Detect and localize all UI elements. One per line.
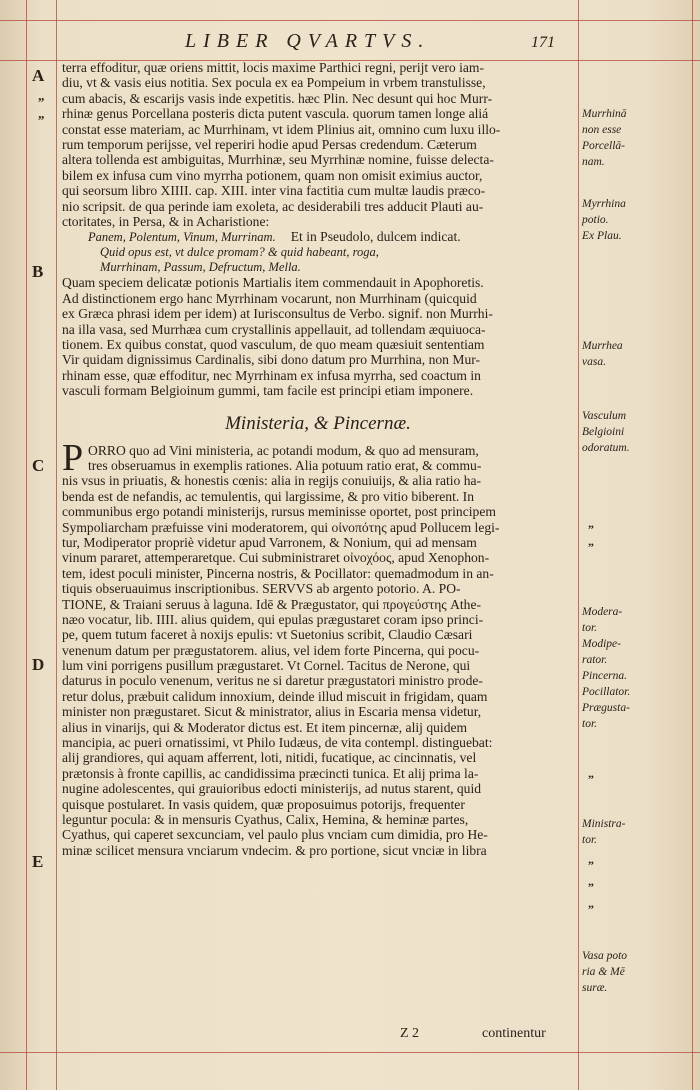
gloss-line: Modipe- bbox=[582, 638, 621, 650]
section-letter-b: B bbox=[32, 262, 44, 281]
margin-rule bbox=[578, 0, 579, 1090]
gloss-line: suræ. bbox=[582, 982, 608, 994]
text-line: minister non prægustaret. Sicut & ministrator, alius in Escaria mensa videtur, bbox=[62, 704, 482, 720]
text-line: pe, quem tutum faceret à noxijs epulis: vt Suetonius scribit, Claudio Cæsari bbox=[62, 627, 473, 643]
margin-quote-mark: „ bbox=[588, 874, 594, 888]
gloss-line: potio. bbox=[582, 214, 609, 226]
text-line: alij grandiores, qui aquam afferrent, loti, nitidi, fucatique, ac cincinnatis, vel bbox=[62, 750, 477, 766]
folio-number: 171 bbox=[531, 34, 555, 51]
margin-quote-mark: „ bbox=[588, 516, 594, 530]
gloss-line: Prægusta- bbox=[582, 702, 630, 714]
verse-line: Quid opus est, vt dulce promam? & quid habeant, roga, bbox=[100, 244, 379, 259]
text-line: tres obseruamus in exemplis rationes. Alia potuum ratio erat, & commu- bbox=[88, 457, 482, 473]
gloss-line: non esse bbox=[582, 124, 622, 136]
drop-capital: P bbox=[62, 436, 84, 479]
text-line: Quam speciem delicatæ potionis Martialis item commendauit in Apophoretis. bbox=[62, 275, 484, 291]
text-line: terra effoditur, quæ oriens mittit, locis maxime Parthici regni, perijt vero iam- bbox=[62, 60, 485, 75]
text-line: communibus ergo potandi ministerijs, rursus meminisse oportet, post principem bbox=[62, 504, 496, 520]
gloss-line: vasa. bbox=[582, 356, 606, 368]
text-line: cum abacis, & escarijs vasis inde expetitis. hæc Plin. Nec desunt qui hoc Murr- bbox=[62, 90, 493, 106]
section-letter-d: D bbox=[32, 655, 45, 674]
first-line-text: ORRO quo ad Vini ministeria, ac potandi modum, & quo ad mensuram, bbox=[88, 442, 479, 458]
gloss-myrrhina bbox=[582, 196, 690, 244]
text-line: ex Græca phrasi idem per idem) at Iurisconsultus de Verbo. signif. non Murrhi- bbox=[62, 306, 493, 322]
gloss-ministrator bbox=[582, 816, 690, 848]
gloss-line: Belgioini bbox=[582, 426, 625, 438]
text-line: daturus in poculo venenum, veritus ne si daretur prægustatori ministro prode- bbox=[62, 673, 483, 689]
gloss-line: odoratum. bbox=[582, 442, 630, 454]
gloss-line: Ministra- bbox=[582, 818, 626, 830]
gloss-line: Murrhea bbox=[582, 340, 623, 352]
gloss-line: Vasculum bbox=[582, 410, 627, 422]
text-line: na illa vasa, sed Murrhæa cum crystallinis appellauit, ad tollendam æquiuoca- bbox=[62, 321, 486, 337]
gloss-line: nam. bbox=[582, 156, 605, 168]
marginalia bbox=[582, 0, 692, 1090]
text-line: venenum datum per prægustatorem. alius, vel idem forte Pincerna, qui pocu- bbox=[62, 642, 480, 658]
right-outer-rule bbox=[692, 0, 693, 1090]
text-line: tem, idest poculi minister, Pincerna nostris, & Pocillator: quemadmodum in an- bbox=[62, 565, 494, 581]
text-line: diu, vt & vasis eius notitia. Sex pocula ex ea Pompeium in vrbem transtulisse, bbox=[62, 75, 486, 91]
text-line: vinum pararet, attemperaretque. Cui subministraret οἰνοχόος, apud Xenophon- bbox=[62, 550, 490, 566]
quote-mark: „ bbox=[38, 106, 45, 121]
text-line: leguntur pocula: & in mensuris Cyathus, Calix, Hemina, & heminæ partes, bbox=[62, 811, 469, 827]
gloss-murrhina bbox=[582, 106, 690, 170]
gloss-line: Porcellā- bbox=[582, 140, 626, 152]
text-line: ctoritates, in Persa, & in Acharistione: bbox=[62, 213, 270, 229]
gloss-line: Vasa poto bbox=[582, 950, 628, 962]
gloss-murrhea bbox=[582, 338, 690, 370]
section-letter-a: A bbox=[32, 66, 45, 85]
text-line: Vir quidam dignissimus Cardinalis, sibi dono datum pro Murrhina, non Mur- bbox=[62, 352, 481, 368]
text-line: minæ scilicet mensura vnciarum vndecim. & pro portione, sicut vnciæ in libra bbox=[62, 842, 487, 858]
text-line: TIONE, & Traiani seruus à laguna. Idē & Prægustator, qui προγεύστης Athe- bbox=[62, 596, 482, 612]
gloss-line: ria & Mē bbox=[582, 966, 625, 978]
section-letter-e: E bbox=[32, 852, 44, 871]
verse-line: Murrhinam, Passum, Defructum, Mella. bbox=[100, 260, 301, 275]
verse-line bbox=[62, 229, 574, 244]
margin-quote-mark: „ bbox=[588, 852, 594, 866]
paragraph-myrrhina bbox=[62, 275, 574, 398]
text-line: Sympoliarcham præfuisse vini moderatorem, qui οἰνοπότης apud Pollucem legi- bbox=[62, 519, 500, 535]
text-line: altera tollenda est ambiguitas, Murrhinæ, seu Myrrhinæ nomine, fuisse delecta- bbox=[62, 152, 494, 168]
gloss-line: Ex Plau. bbox=[582, 230, 622, 242]
gloss-line: tor. bbox=[582, 622, 598, 634]
section-letter-c: C bbox=[32, 456, 45, 475]
text-line: tionem. Ex quibus constat, quod vasculum, de quo meam quæsiuit sententiam bbox=[62, 337, 485, 353]
section-letters bbox=[0, 0, 60, 1090]
text-line: constat esse materiam, ac Murrhinam, vt idem Plinius ait, omnino cum luxu illo- bbox=[62, 121, 501, 137]
text-line: benda est de nefandis, ac temulentis, qui largissime, & pro vitio biberent. In bbox=[62, 488, 474, 504]
text-line: nio scripsit. de qua perinde iam exoleta, ac desiderabili tres adducit Plauti au- bbox=[62, 198, 484, 214]
text-line: næo vocatur, lib. IIII. alius quidem, qui epulas prægustaret coram ipso princi- bbox=[62, 611, 484, 627]
gloss-line: Murrhinā bbox=[582, 108, 627, 120]
catchword: continentur bbox=[482, 1026, 546, 1041]
margin-quote-mark: „ bbox=[588, 766, 594, 780]
running-title: LIBER QVARTVS. bbox=[185, 30, 431, 52]
text-line: Ad distinctionem ergo hanc Myrrhinam vocarunt, non Murrhinam (quicquid bbox=[62, 290, 477, 306]
text-line: tur, Modiperator propriè videtur apud Varronem, & Nonium, qui ad mensam bbox=[62, 534, 477, 550]
text-line: Cyathus, qui caperet sexcunciam, vel paulo plus vnciam cum dimidia, pro He- bbox=[62, 827, 488, 843]
signature-mark: Z 2 bbox=[400, 1026, 420, 1041]
text-line: alius in vinarijs, qui & Moderator dictus est. Et item pincernæ, alij quidem bbox=[62, 719, 468, 735]
gloss-line: Modera- bbox=[582, 606, 623, 618]
text-line: nugine adolescentes, qui grauioribus edocti ministerijs, ad nutus starent, quid bbox=[62, 781, 482, 797]
text-line: tiquis obseruauimus inscriptionibus. SERVVS ab argento potorio. A. PO- bbox=[62, 581, 461, 597]
gloss-line: tor. bbox=[582, 718, 598, 730]
main-text bbox=[62, 60, 574, 1050]
verse-comment: Et in Pseudolo, dulcem indicat. bbox=[290, 229, 461, 245]
quote-mark: „ bbox=[38, 88, 45, 103]
margin-quote-mark: „ bbox=[588, 534, 594, 548]
gloss-line: Pincerna. bbox=[582, 670, 628, 682]
page-footer bbox=[62, 1026, 574, 1046]
text-line: mancipia, ac pueri ornatissimi, vt Philo Iudæus, de vita contempl. distinguebat: bbox=[62, 735, 493, 751]
paragraph-murrhina bbox=[62, 60, 574, 229]
plautus-quotation bbox=[62, 229, 574, 275]
gloss-vasculum bbox=[582, 408, 690, 456]
text-line: prætonsis à fronte capillis, ac candidissima præcincti tunica. Et alij prima la- bbox=[62, 765, 479, 781]
gloss-line: Pocillator. bbox=[582, 686, 631, 698]
text-line: rum temporum perijsse, vel reperiri hodie apud Persas credendum. Cæterum bbox=[62, 136, 477, 152]
text-line: nis vsus in priuatis, & honestis cœnis: alia in regijs conuiuijs, & alia ratio ha- bbox=[62, 473, 482, 489]
text-line: rhinæ genus Porcellana posteris dicta putent vascula. quorum tamen longe aliá bbox=[62, 106, 489, 122]
gloss-moderator bbox=[582, 604, 690, 732]
page-header bbox=[185, 30, 555, 54]
verse-text: Panem, Polentum, Vinum, Murrinam. bbox=[88, 230, 276, 245]
gloss-line: Myrrhina bbox=[582, 198, 626, 210]
text-line: qui seorsum libro XIIII. cap. XIII. inter vina factitia cum multæ laudis præco- bbox=[62, 183, 486, 199]
gloss-line: tor. bbox=[582, 834, 598, 846]
paragraph-ministeria bbox=[62, 436, 574, 859]
text-line: bilem ex infusa cum vino myrrha potionem, quam non omisit eximius auctor, bbox=[62, 167, 483, 183]
text-line: rhinam esse, quæ effoditur, nec Myrrhinam ex infusa myrrha, sed coactum in bbox=[62, 367, 481, 383]
text-line: vasculi formam Belgioinum gummi, tam facile est principi etiam imponere. bbox=[62, 383, 474, 399]
text-line: quisque postularet. In vasis quidem, quæ proposuimus potorijs, frequenter bbox=[62, 796, 465, 812]
text-line: lum vini porrigens pusillum prægustaret. Vt Cornel. Tacitus de Nerone, qui bbox=[62, 658, 471, 674]
text-line: retur dolus, præbuit calidum innoxium, deinde illud miscuit in frigidam, quam bbox=[62, 688, 488, 704]
margin-quote-mark: „ bbox=[588, 896, 594, 910]
gloss-vasa-potoria bbox=[582, 948, 690, 996]
section-heading: Ministeria, & Pincernæ. bbox=[225, 412, 411, 434]
gloss-line: rator. bbox=[582, 654, 608, 666]
